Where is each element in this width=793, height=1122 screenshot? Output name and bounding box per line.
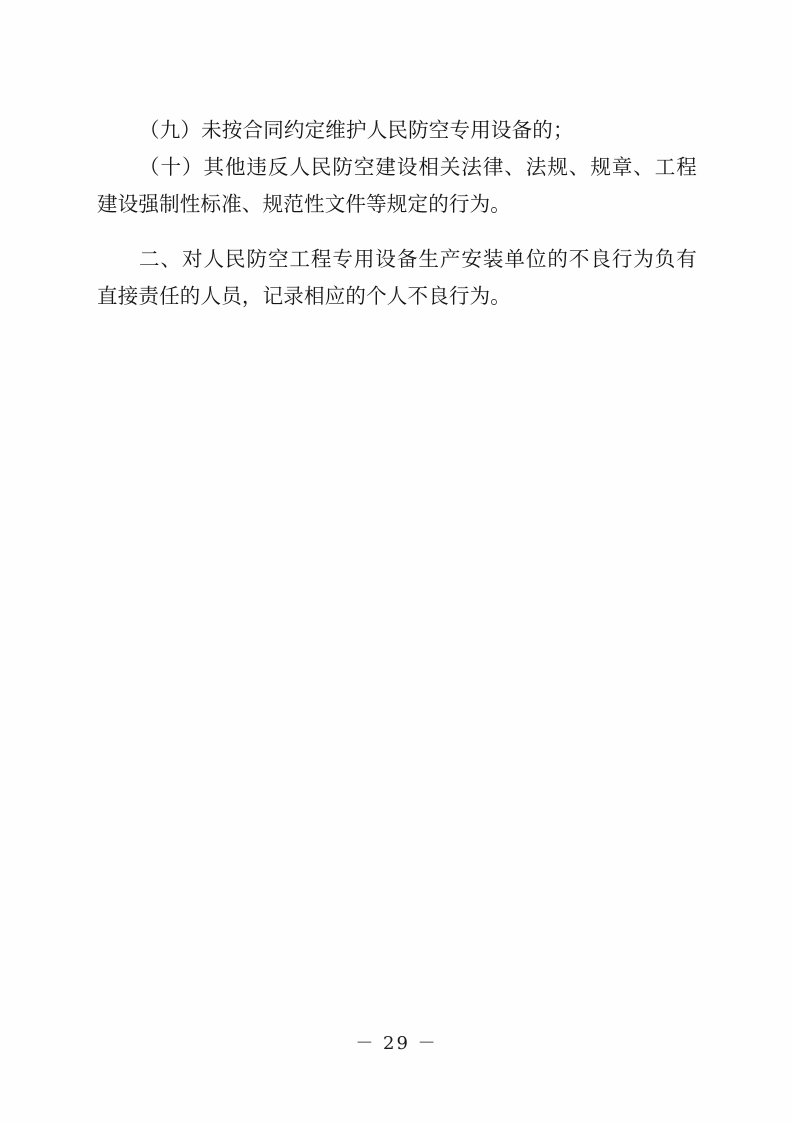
paragraph-item-10: （十）其他违反人民防空建设相关法律、法规、规章、工程建设强制性标准、规范性文件等规定的行为。 xyxy=(97,155,697,216)
paragraph-spacer xyxy=(97,223,697,241)
document-body xyxy=(97,112,697,315)
paragraph-clause-2: 二、对人民防空工程专用设备生产安装单位的不良行为负有直接责任的人员，记录相应的个人不良行为。 xyxy=(97,247,697,308)
paragraph-item-9: （九）未按合同约定维护人民防空专用设备的； xyxy=(139,118,574,142)
page-number: － 29 － xyxy=(355,1033,438,1054)
